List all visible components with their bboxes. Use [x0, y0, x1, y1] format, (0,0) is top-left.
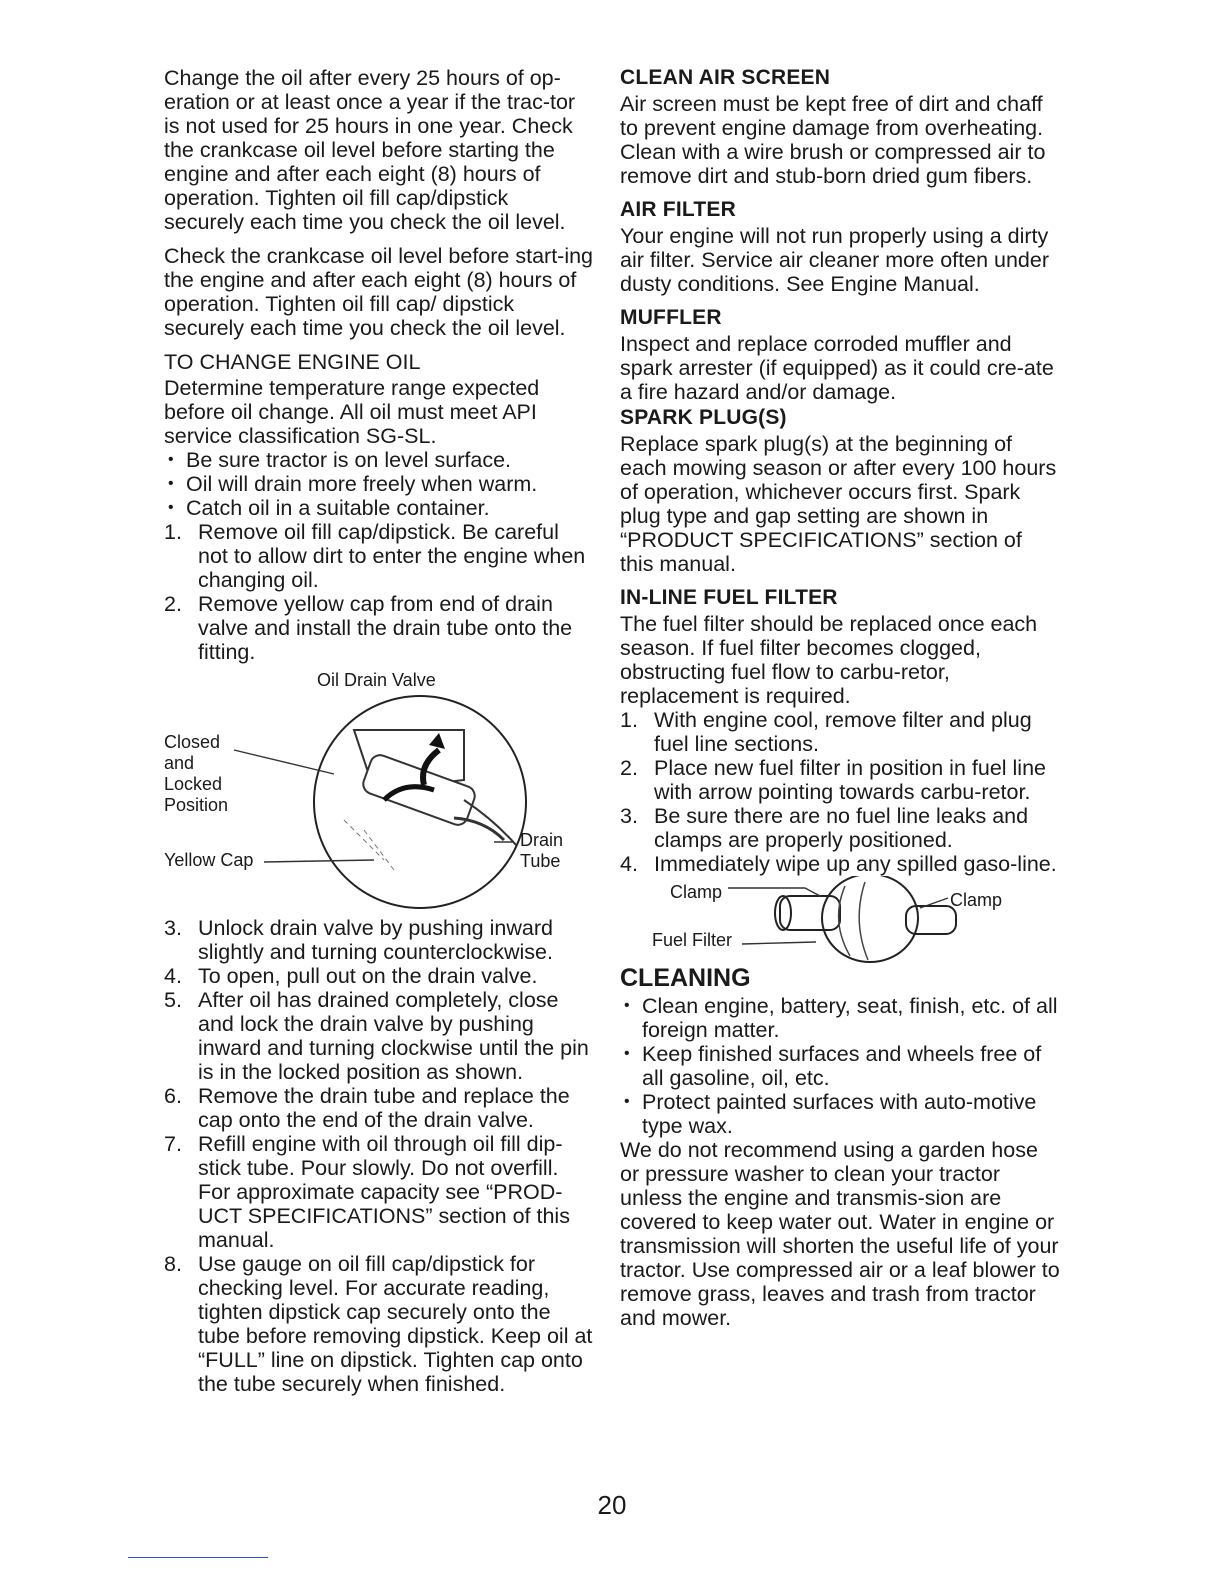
list-item: 1. With engine cool, remove filter and plug fuel line sections. — [620, 708, 1032, 756]
list-item: • Protect painted surfaces with auto-motive type wax. — [620, 1090, 1060, 1138]
drain-tube-label: Drain Tube — [520, 830, 564, 871]
air-screen-heading: CLEAN AIR SCREEN — [620, 66, 831, 89]
list-item: 1. Remove oil fill cap/dipstick. Be careful not to allow dirt to enter the engine when changing oil. — [164, 520, 586, 592]
list-item: • Oil will drain more freely when warm. — [164, 472, 594, 496]
figure-title: Oil Drain Valve — [317, 670, 436, 690]
cleaning-bullets — [620, 994, 1060, 1138]
list-item: 5. After oil has drained completely, close and lock the drain valve by pushing inward and turning clockwise until the pin is in the locked position as shown. — [164, 988, 589, 1084]
oil-drain-valve-figure — [164, 670, 594, 910]
footer-line — [128, 1557, 268, 1558]
list-item: 2. Remove yellow cap from end of drain valve and install the drain tube onto the fitting. — [164, 592, 573, 664]
list-item: 4. Immediately wipe up any spilled gaso-line. — [620, 852, 1057, 876]
right-column — [620, 66, 1060, 1340]
list-item: 3. Be sure there are no fuel line leaks and clamps are properly positioned. — [620, 804, 1029, 852]
spark-plug-text: Replace spark plug(s) at the beginning of each mowing season or after every 100 hours of operation, whichever occurs first. Spark plug type and gap setting are shown in “PRODUCT SPECIFICATIONS” section of this manual. — [620, 432, 1057, 576]
list-item: • Catch oil in a suitable container. — [164, 496, 594, 520]
list-item: 7. Refill engine with oil through oil fill dip-stick tube. Pour slowly. Do not overfill. For approximate capacity see “PROD-UCT SPECIFICATIONS” section of this manual. — [164, 1132, 570, 1252]
fuel-filter-label: Fuel Filter — [652, 930, 733, 950]
cleaning-text: We do not recommend using a garden hose or pressure washer to clean your tractor unless the engine and transmis-sion are covered to keep water out. Water in engine or transmission will shorten the useful life of your tractor. Use compressed air or a leaf blower to remove grass, leaves and trash from tractor and mower. — [620, 1138, 1060, 1330]
list-item: • Keep finished surfaces and wheels free of all gasoline, oil, etc. — [620, 1042, 1060, 1090]
fuel-filter-text: The fuel filter should be replaced once each season. If fuel filter becomes clogged, obstructing fuel flow to carbu-retor, replacement is required. — [620, 612, 1038, 708]
list-item: 3. Unlock drain valve by pushing inward slightly and turning counterclockwise. — [164, 916, 553, 964]
page-number: 20 — [597, 1490, 627, 1520]
oil-prep-bullets — [164, 448, 594, 520]
air-screen-text: Air screen must be kept free of dirt and chaff to prevent engine damage from overheating. Clean with a wire brush or compressed air to remove dirt and stub-born dried gum fibers. — [620, 92, 1046, 188]
fuel-filter-steps — [620, 708, 1060, 876]
list-item: 8. Use gauge on oil fill cap/dipstick for checking level. For accurate reading, tighten dipstick cap securely onto the tube before removing dipstick. Keep oil at “FULL” line on dipstick. Tighten cap onto the tube securely when finished. — [164, 1252, 593, 1396]
list-item: 4. To open, pull out on the drain valve. — [164, 964, 538, 988]
fuel-filter-figure — [620, 876, 1060, 966]
left-column — [164, 66, 594, 1396]
oil-steps-b — [164, 916, 594, 1396]
clamp-left-label: Clamp — [670, 882, 723, 902]
fuel-filter-heading: IN-LINE FUEL FILTER — [620, 586, 838, 609]
cleaning-heading: CLEANING — [620, 964, 751, 992]
oil-steps-a — [164, 520, 594, 664]
yellow-cap-label: Yellow Cap — [164, 850, 254, 870]
muffler-text: Inspect and replace corroded muffler and spark arrester (if equipped) as it could cre-ate a fire hazard and/or damage. — [620, 332, 1054, 404]
list-item: 2. Place new fuel filter in position in fuel line with arrow pointing towards carbu-retor. — [620, 756, 1046, 804]
list-item: • Clean engine, battery, seat, finish, etc. of all foreign matter. — [620, 994, 1060, 1042]
oil-change-paragraph: Change the oil after every 25 hours of op-eration or at least once a year if the trac-tor is not used for 25 hours in one year. Check the crankcase oil level before starting the engine and after each eight (8) hours of operation. Tighten oil fill cap/dipstick securely each time you check the oil level. — [164, 66, 576, 234]
air-filter-text: Your engine will not run properly using a dirty air filter. Service air cleaner more often under dusty conditions. See Engine Manual. — [620, 224, 1050, 296]
oil-check-paragraph: Check the crankcase oil level before start-ing the engine and after each eight (8) hours of operation. Tighten oil fill cap/ dipstick securely each time you check the oil level. — [164, 244, 594, 340]
oil-requirements-paragraph: Determine temperature range expected before oil change. All oil must meet API service classification SG-SL. — [164, 376, 540, 448]
clamp-right-label: Clamp — [950, 890, 1003, 910]
spark-plug-heading: SPARK PLUG(S) — [620, 406, 787, 429]
muffler-heading: MUFFLER — [620, 306, 722, 329]
list-item: 6. Remove the drain tube and replace the cap onto the end of the drain valve. — [164, 1084, 570, 1132]
change-oil-heading: TO CHANGE ENGINE OIL — [164, 350, 421, 374]
air-filter-heading: AIR FILTER — [620, 198, 736, 221]
closed-locked-label: Closed and Locked Position — [164, 732, 229, 815]
list-item: • Be sure tractor is on level surface. — [164, 448, 594, 472]
